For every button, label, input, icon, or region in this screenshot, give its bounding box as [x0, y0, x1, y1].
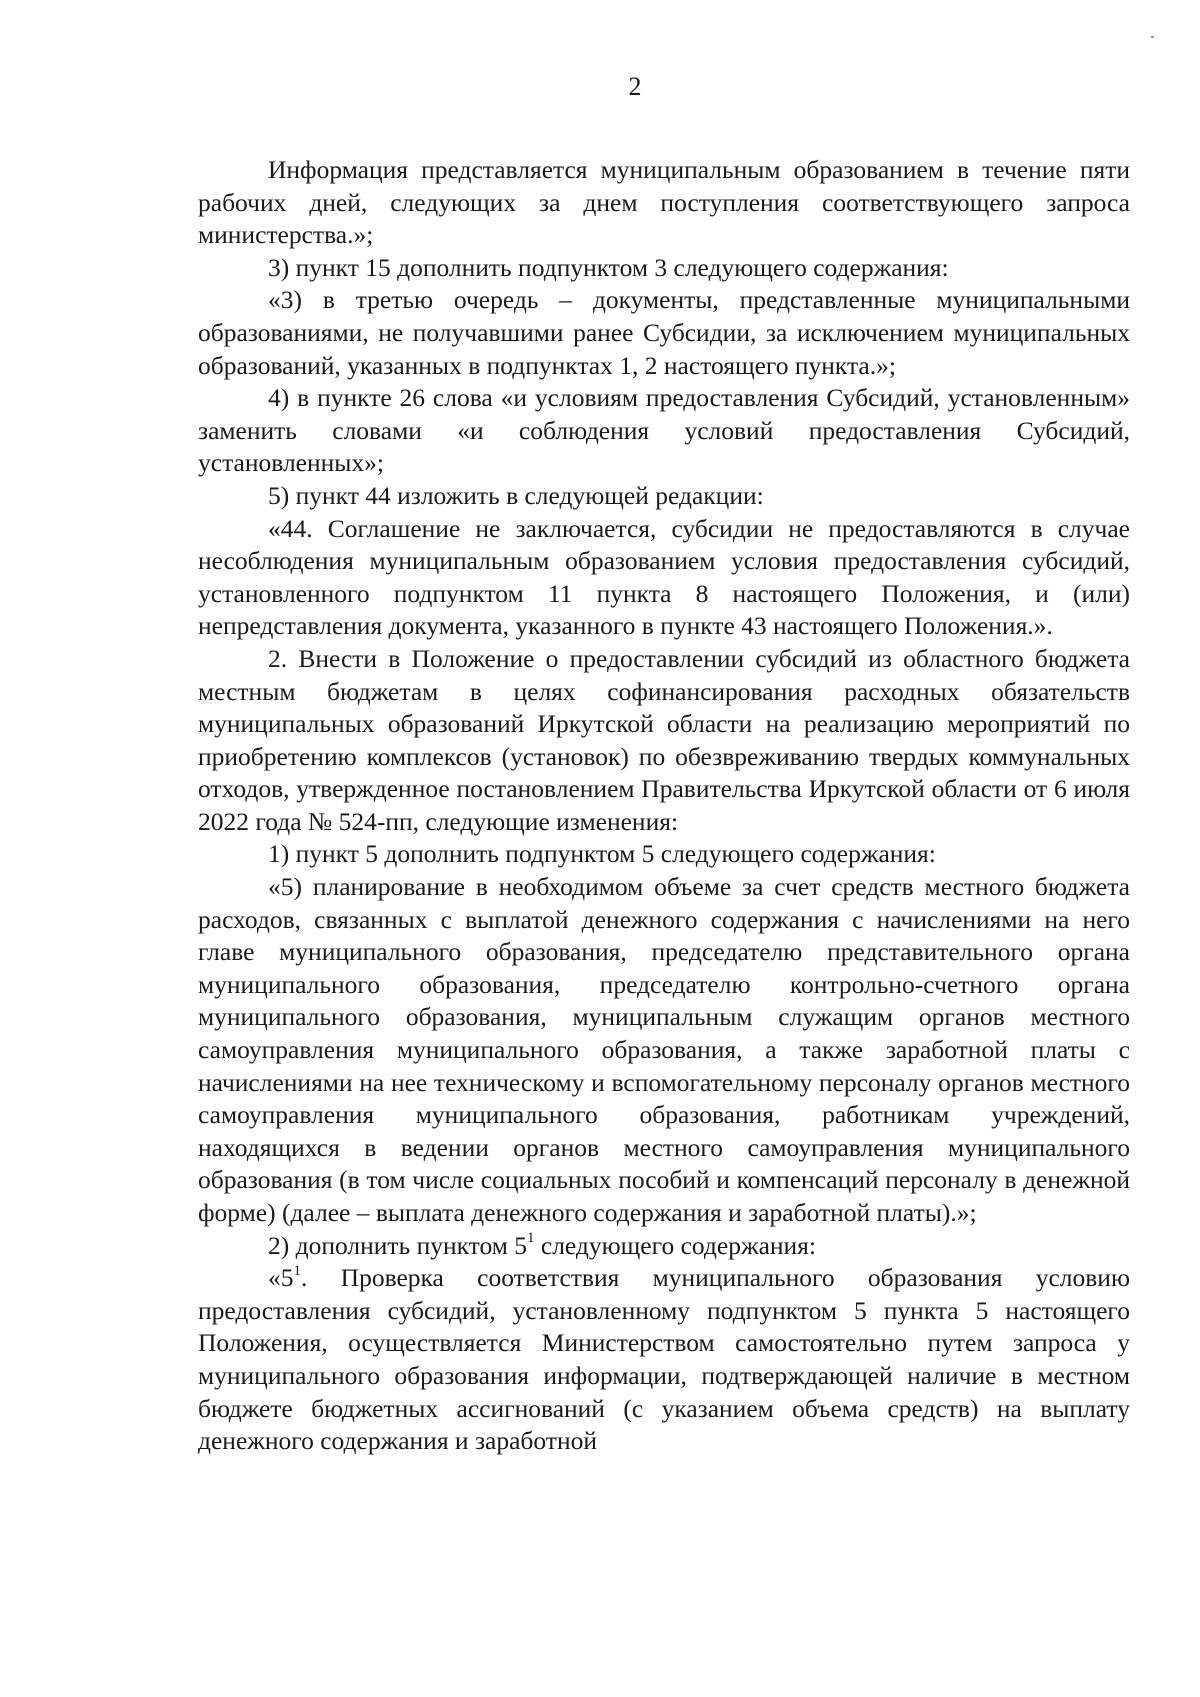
superscript: 1 — [293, 1262, 301, 1279]
paragraph-quote-5-1-after: . Проверка соответствия муниципального образования условию предоставления субсидий, установленному подпунктом 5 пункта 5 настоящего Положения, осуществляется Министерством самостоятельно путем запроса у муниципального образования информации, подтверждающей наличие в местном бюджете бюджетных ассигнований (с указанием объема средств) на выплату денежного содержания и заработной — [198, 1263, 1130, 1456]
paragraph-item-4: 4) в пункте 26 слова «и условиям предоставления Субсидий, установленным» заменить словами «и соблюдения условий предоставления Субсидий, установленных»; — [198, 383, 1130, 478]
paragraph-continuation: Информация представляется муниципальным образованием в течение пяти рабочих дней, следующих за днем поступления соответствующего запроса министерства.»; — [198, 155, 1130, 250]
paragraph-quote-44: «44. Соглашение не заключается, субсидии не предоставляются в случае несоблюдения муниципальным образованием условия предоставления субсидий, установленного подпунктом 11 пункта 8 настоящего Положения, и (или) непредставления документа, указанного в пункте 43 настоящего Положения.». — [198, 513, 1130, 641]
paragraph-item-1: 1) пункт 5 дополнить подпунктом 5 следующего содержания: — [268, 839, 936, 869]
paragraph-quote-5-1 — [198, 1262, 1130, 1458]
paragraph-quote-3: «3) в третью очередь – документы, представленные муниципальными образованиями, не получавшими ранее Субсидии, за исключением муниципальных образований, указанных в подпунктах 1, 2 настоящего пункта.»; — [198, 285, 1130, 380]
paragraph-quote-5: «5) планирование в необходимом объеме за счет средств местного бюджета расходов, связанных с выплатой денежного содержания с начислениями на него главе муниципального образования, председателю представительного органа муниципального образования, председателю контрольно-счетного органа муниципального образования, муниципальным служащим органов местного самоуправления муниципального образования, а также заработной платы с начислениями на нее техническому и вспомогательному персоналу органов местного самоуправления муниципального образования, работникам учреждений, находящихся в ведении органов местного самоуправления муниципального образования (в том числе социальных пособий и компенсаций персоналу в денежной форме) (далее – выплата денежного содержания и заработной платы).»; — [198, 872, 1130, 1227]
paragraph-item-5: 5) пункт 44 изложить в следующей редакции: — [268, 480, 764, 510]
document-body — [198, 154, 1130, 1458]
paragraph-quote-5-1-before: «5 — [268, 1263, 294, 1293]
paragraph-item-2 — [198, 1230, 1130, 1263]
paragraph-item-3: 3) пункт 15 дополнить подпунктом 3 следующего содержания: — [268, 252, 949, 282]
page-number: 2 — [628, 72, 642, 101]
paragraph-item-2-before: 2) дополнить пунктом 5 — [268, 1230, 527, 1260]
scan-artifact-mark — [1151, 36, 1154, 38]
paragraph-section-2: 2. Внести в Положение о предоставлении субсидий из областного бюджета местным бюджетам в целях софинансирования расходных обязательств муниципальных образований Иркутской области на реализацию мероприятий по приобретению комплексов (установок) по обезвреживанию твердых коммунальных отходов, утвержденное постановлением Правительства Иркутской области от 6 июля 2022 года № 524-пп, следующие изменения: — [198, 643, 1130, 836]
paragraph-item-2-after: следующего содержания: — [534, 1230, 816, 1260]
superscript: 1 — [527, 1230, 535, 1247]
